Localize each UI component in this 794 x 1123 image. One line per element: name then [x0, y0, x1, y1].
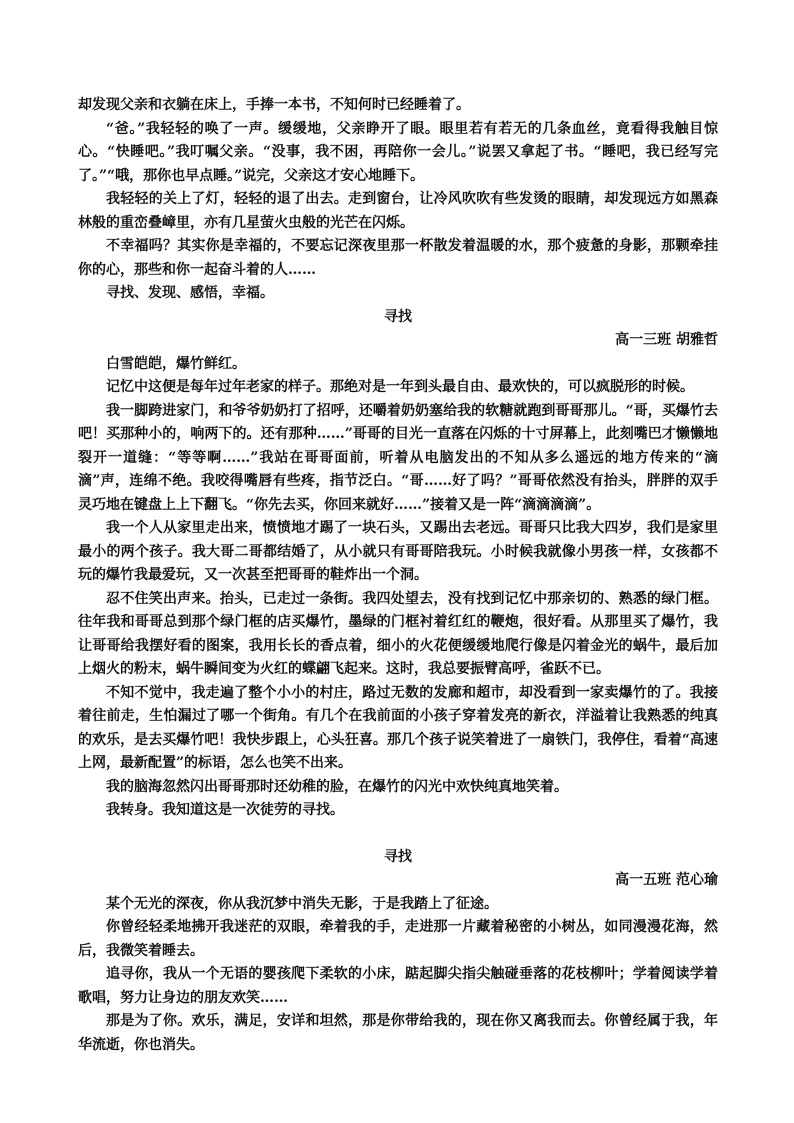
paragraph: 我轻轻的关上了灯，轻轻的退了出去。走到窗台，让冷风吹吹有些发烫的眼睛，却发现远方如黑森林般的重峦叠嶂里，亦有几星萤火虫般的光芒在闪烁。	[78, 191, 718, 231]
paragraph: 我一脚跨进家门，和爷爷奶奶打了招呼，还嚼着奶奶塞给我的软糖就跑到哥哥那儿。“哥，买爆竹去吧！买那种小的，响两下的。还有那种……”哥哥的目光一直落在闪烁的十寸屏幕上，此刻嘴巴才懒懒地裂开一道缝：“等等啊……”我站在哥哥面前，听着从电脑发出的不知从多么遥远的地方传来的“滴滴”声，连绵不绝。我咬得嘴唇有些疼，指节泛白。“哥……好了吗？”哥哥依然没有抬头，胖胖的双手灵巧地在键盘上上下翻飞。“你先去买，你回来就好……”接着又是一阵“滴滴滴滴”。	[78, 402, 718, 513]
paragraph: 我转身。我知道这是一次徒劳的寻找。	[106, 802, 344, 818]
paragraph: 追寻你，我从一个无语的婴孩爬下柔软的小床，踮起脚尖指尖触碰垂落的花枝柳叶；学着阅读学着歌唱，努力让身边的朋友欢笑……	[78, 966, 718, 1006]
paragraph: 记忆中这便是每年过年老家的样子。那绝对是一年到头最自由、最欢快的，可以疯脱形的时候。	[106, 379, 694, 395]
paragraph: “爸。”我轻轻的唤了一声。缓缓地，父亲睁开了眼。眼里若有若无的几条血丝，竟看得我触目惊心。“快睡吧。”我叮嘱父亲。“没事，我不困，再陪你一会儿。”说罢又拿起了书。“睡吧，我已经写完了。”“哦，那你也早点睡。”说完，父亲这才安心地睡下。	[78, 120, 718, 184]
paragraph: 寻找、发现、感悟，幸福。	[106, 285, 274, 301]
paragraph: 忍不住笑出声来。抬头，已走过一条街。我四处望去，没有找到记忆中那亲切的、熟悉的绿门框。往年我和哥哥总到那个绿门框的店买爆竹，墨绿的门框衬着红红的鞭炮，很好看。从那里买了爆竹，我让哥哥给我摆好看的图案，我用长长的香点着，细小的火花便缓缓地爬行像是闪着金光的蜗牛，最后加上烟火的粉末，蜗牛瞬间变为火红的蝶翩飞起来。这时，我总要振臂高呼，雀跃不已。	[78, 590, 718, 677]
essay-1	[78, 94, 718, 306]
document-page	[78, 94, 718, 1057]
section-gap	[78, 823, 718, 846]
paragraph: 不幸福吗？其实你是幸福的，不要忘记深夜里那一杯散发着温暖的水，那个疲惫的身影，那颗牵挂你的心，那些和你一起奋斗着的人……	[78, 238, 718, 278]
essay-title: 寻找	[384, 848, 412, 865]
paragraph: 我一个人从家里走出来，愤愤地才踢了一块石头，又踢出去老远。哥哥只比我大四岁，我们是家里最小的两个孩子。我大哥二哥都结婚了，从小就只有哥哥陪我玩。小时候我就像小男孩一样，女孩都不玩的爆竹我最爱玩，又一次甚至把哥哥的鞋炸出一个洞。	[78, 520, 718, 583]
essay-title: 寻找	[384, 308, 412, 325]
paragraph: 却发现父亲和衣躺在床上，手捧一本书，不知何时已经睡着了。	[78, 97, 470, 113]
essay-author: 高一五班 范心瑜	[615, 872, 718, 888]
paragraph: 我的脑海忽然闪出哥哥那时还幼稚的脸，在爆竹的闪光中欢快纯真地笑着。	[106, 778, 568, 795]
paragraph: 不知不觉中，我走遍了整个小小的村庄，路过无数的发廊和超市，却没看到一家卖爆竹的了。我接着往前走，生怕漏过了哪一个街角。有几个在我前面的小孩子穿着发亮的新衣，洋溢着让我熟悉的纯真的欢乐，是去买爆竹吧！我快步跟上，心头狂喜。那几个孩子说笑着进了一扇铁门，我停住，看着“高速上网，最新配置”的标语，怎么也笑不出来。	[78, 684, 718, 771]
paragraph: 你曾经轻柔地拂开我迷茫的双眼，牵着我的手，走进那一片藏着秘密的小树丛，如同漫漫花海，然后，我微笑着睡去。	[78, 919, 718, 959]
essay-3	[78, 846, 718, 1058]
paragraph: 白雪皑皑，爆竹鲜红。	[106, 355, 246, 372]
essay-author: 高一三班 胡雅哲	[615, 332, 718, 348]
paragraph: 某个无光的深夜，你从我沉梦中消失无影，于是我踏上了征途。	[106, 895, 498, 912]
paragraph: 那是为了你。欢乐，满足，安详和坦然，那是你带给我的，现在你又离我而去。你曾经属于我，年华流逝，你也消失。	[78, 1013, 718, 1053]
essay-2	[78, 306, 718, 823]
